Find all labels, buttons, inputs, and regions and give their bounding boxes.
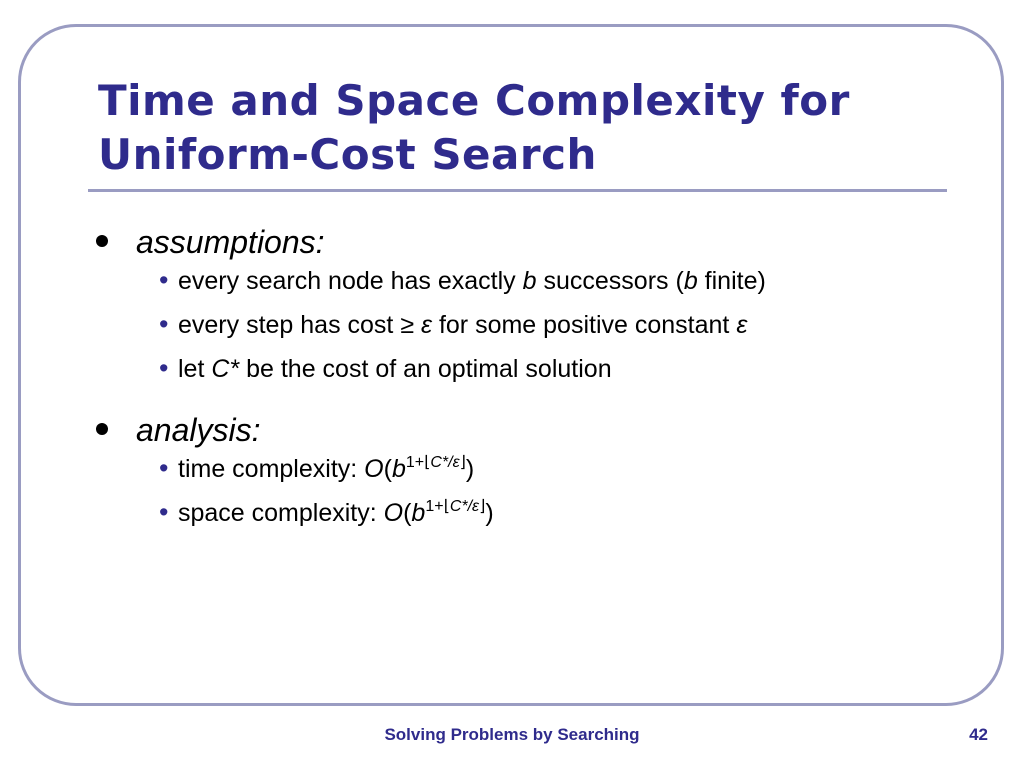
sub-bullet-icon: •	[159, 453, 169, 483]
sub-bullet-icon: •	[159, 265, 169, 295]
paren: (	[383, 455, 392, 483]
section-analysis	[96, 410, 966, 454]
analysis-item	[96, 498, 966, 542]
item-text: for some positive constant	[432, 311, 737, 339]
page-number: 42	[969, 725, 988, 744]
sub-bullet-icon: •	[159, 309, 169, 339]
footer-title: Solving Problems by Searching	[384, 725, 640, 744]
title-line-1: Time and Space Complexity for	[98, 76, 850, 125]
exponent	[425, 498, 485, 515]
item-text: every step has cost ≥	[178, 311, 421, 339]
item-variable: ε	[421, 311, 432, 339]
assumption-item	[96, 354, 966, 398]
slide-content	[96, 222, 966, 542]
analysis-item	[96, 454, 966, 498]
base-b: b	[411, 499, 426, 527]
paren: (	[403, 499, 412, 527]
exponent	[406, 454, 466, 471]
item-label: time complexity:	[178, 455, 365, 483]
section-assumptions	[96, 222, 966, 266]
exponent-prefix: 1+⌊	[425, 498, 450, 515]
assumption-item	[96, 266, 966, 310]
title-line-2: Uniform-Cost Search	[98, 130, 597, 179]
exponent-variable: C*/ε	[430, 454, 460, 471]
big-o: O	[364, 455, 384, 483]
bullet-icon	[96, 235, 108, 247]
item-text: finite)	[697, 267, 766, 295]
item-label: space complexity:	[178, 499, 384, 527]
item-variable: C*	[211, 355, 240, 383]
big-o: O	[383, 499, 404, 527]
exponent-suffix: ⌋	[479, 498, 486, 515]
item-variable: b	[683, 267, 698, 295]
bullet-icon	[96, 423, 108, 435]
section-heading: analysis:	[136, 412, 261, 448]
base-b: b	[391, 455, 406, 483]
item-text: be the cost of an optimal solution	[239, 355, 612, 383]
exponent-suffix: ⌋	[459, 454, 466, 471]
exponent-prefix: 1+⌊	[405, 454, 431, 471]
title-divider	[88, 189, 947, 192]
item-text: let	[178, 355, 212, 383]
section-heading: assumptions:	[136, 224, 325, 260]
slide-title	[98, 74, 958, 182]
exponent-variable: C*/ε	[449, 498, 480, 515]
item-text: successors (	[536, 267, 684, 295]
paren: )	[465, 455, 475, 483]
item-variable: b	[522, 267, 537, 295]
item-text: every search node has exactly	[178, 267, 523, 295]
item-variable: ε	[736, 311, 748, 339]
assumption-item	[96, 310, 966, 354]
sub-bullet-icon: •	[159, 353, 169, 383]
paren: )	[485, 499, 494, 527]
sub-bullet-icon: •	[159, 497, 169, 527]
